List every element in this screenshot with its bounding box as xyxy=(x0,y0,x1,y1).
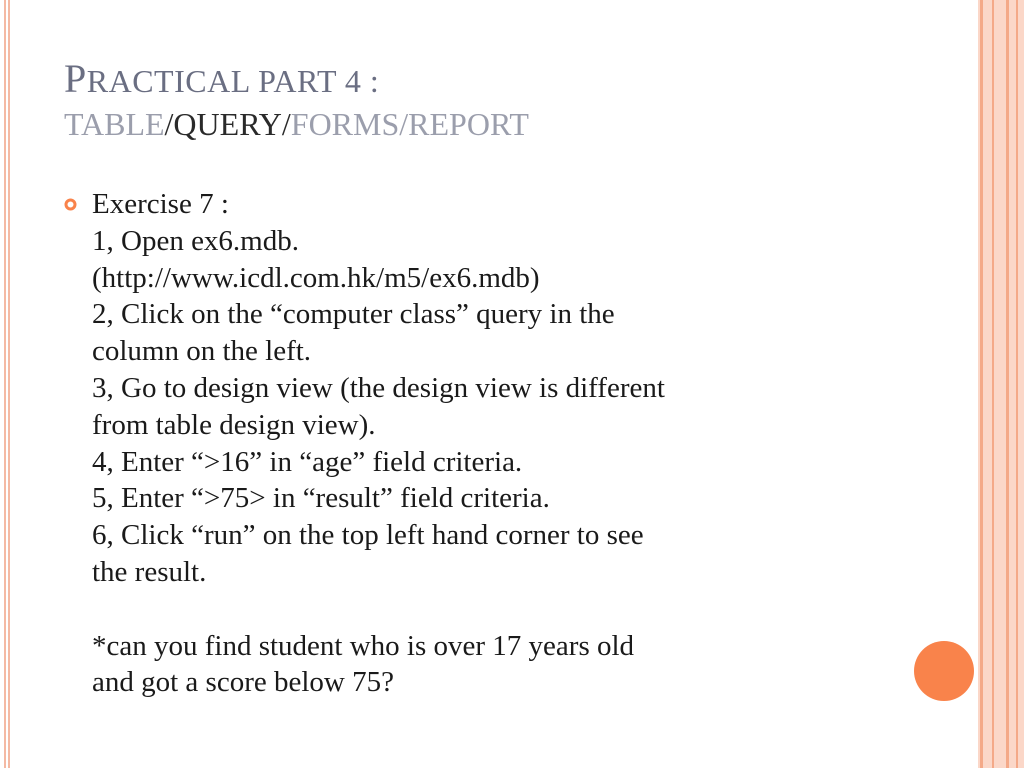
title-separator: / xyxy=(164,106,174,142)
title-separator: / xyxy=(281,106,291,142)
title-separator: / xyxy=(399,106,409,142)
left-border-line xyxy=(8,0,10,768)
body-line: 1, Open ex6.mdb. xyxy=(92,224,299,257)
title-table: TABLE xyxy=(64,106,165,142)
title-initial: P xyxy=(64,56,87,101)
body-line: (http://www.icdl.com.hk/m5/ex6.mdb) xyxy=(92,261,540,294)
exercise-text xyxy=(92,186,924,701)
slide-title xyxy=(64,54,944,142)
body-line: from table design view). xyxy=(92,408,376,441)
title-report: REPORT xyxy=(408,106,529,142)
title-query: QUERY xyxy=(173,106,282,142)
title-forms: FORMS xyxy=(290,106,400,142)
body-line: 3, Go to design view (the design view is different xyxy=(92,371,665,404)
left-border-line xyxy=(4,0,6,768)
title-rest: RACTICAL PART 4 : xyxy=(86,63,380,99)
body-line: the result. xyxy=(92,555,207,588)
title-line-2 xyxy=(64,106,944,142)
body-line: 6, Click “run” on the top left hand corner to see xyxy=(92,519,644,552)
body-line: 2, Click on the “computer class” query in the xyxy=(92,298,615,331)
hollow-circle-bullet-icon xyxy=(64,198,77,211)
body-line: Exercise 7 : xyxy=(92,188,229,220)
body-line: 5, Enter “>75> in “result” field criteria. xyxy=(92,482,550,515)
title-line-1 xyxy=(64,54,944,106)
right-decorative-line xyxy=(1006,0,1009,768)
body-line: 4, Enter “>16” in “age” field criteria. xyxy=(92,445,523,478)
slide-body xyxy=(64,186,924,701)
right-decorative-line xyxy=(1016,0,1018,768)
body-line: column on the left. xyxy=(92,335,312,368)
body-line: *can you find student who is over 17 years old xyxy=(92,629,635,662)
body-line: and got a score below 75? xyxy=(92,666,394,699)
right-decorative-line xyxy=(992,0,994,768)
blank-line xyxy=(92,591,924,628)
right-decorative-line xyxy=(980,0,983,768)
